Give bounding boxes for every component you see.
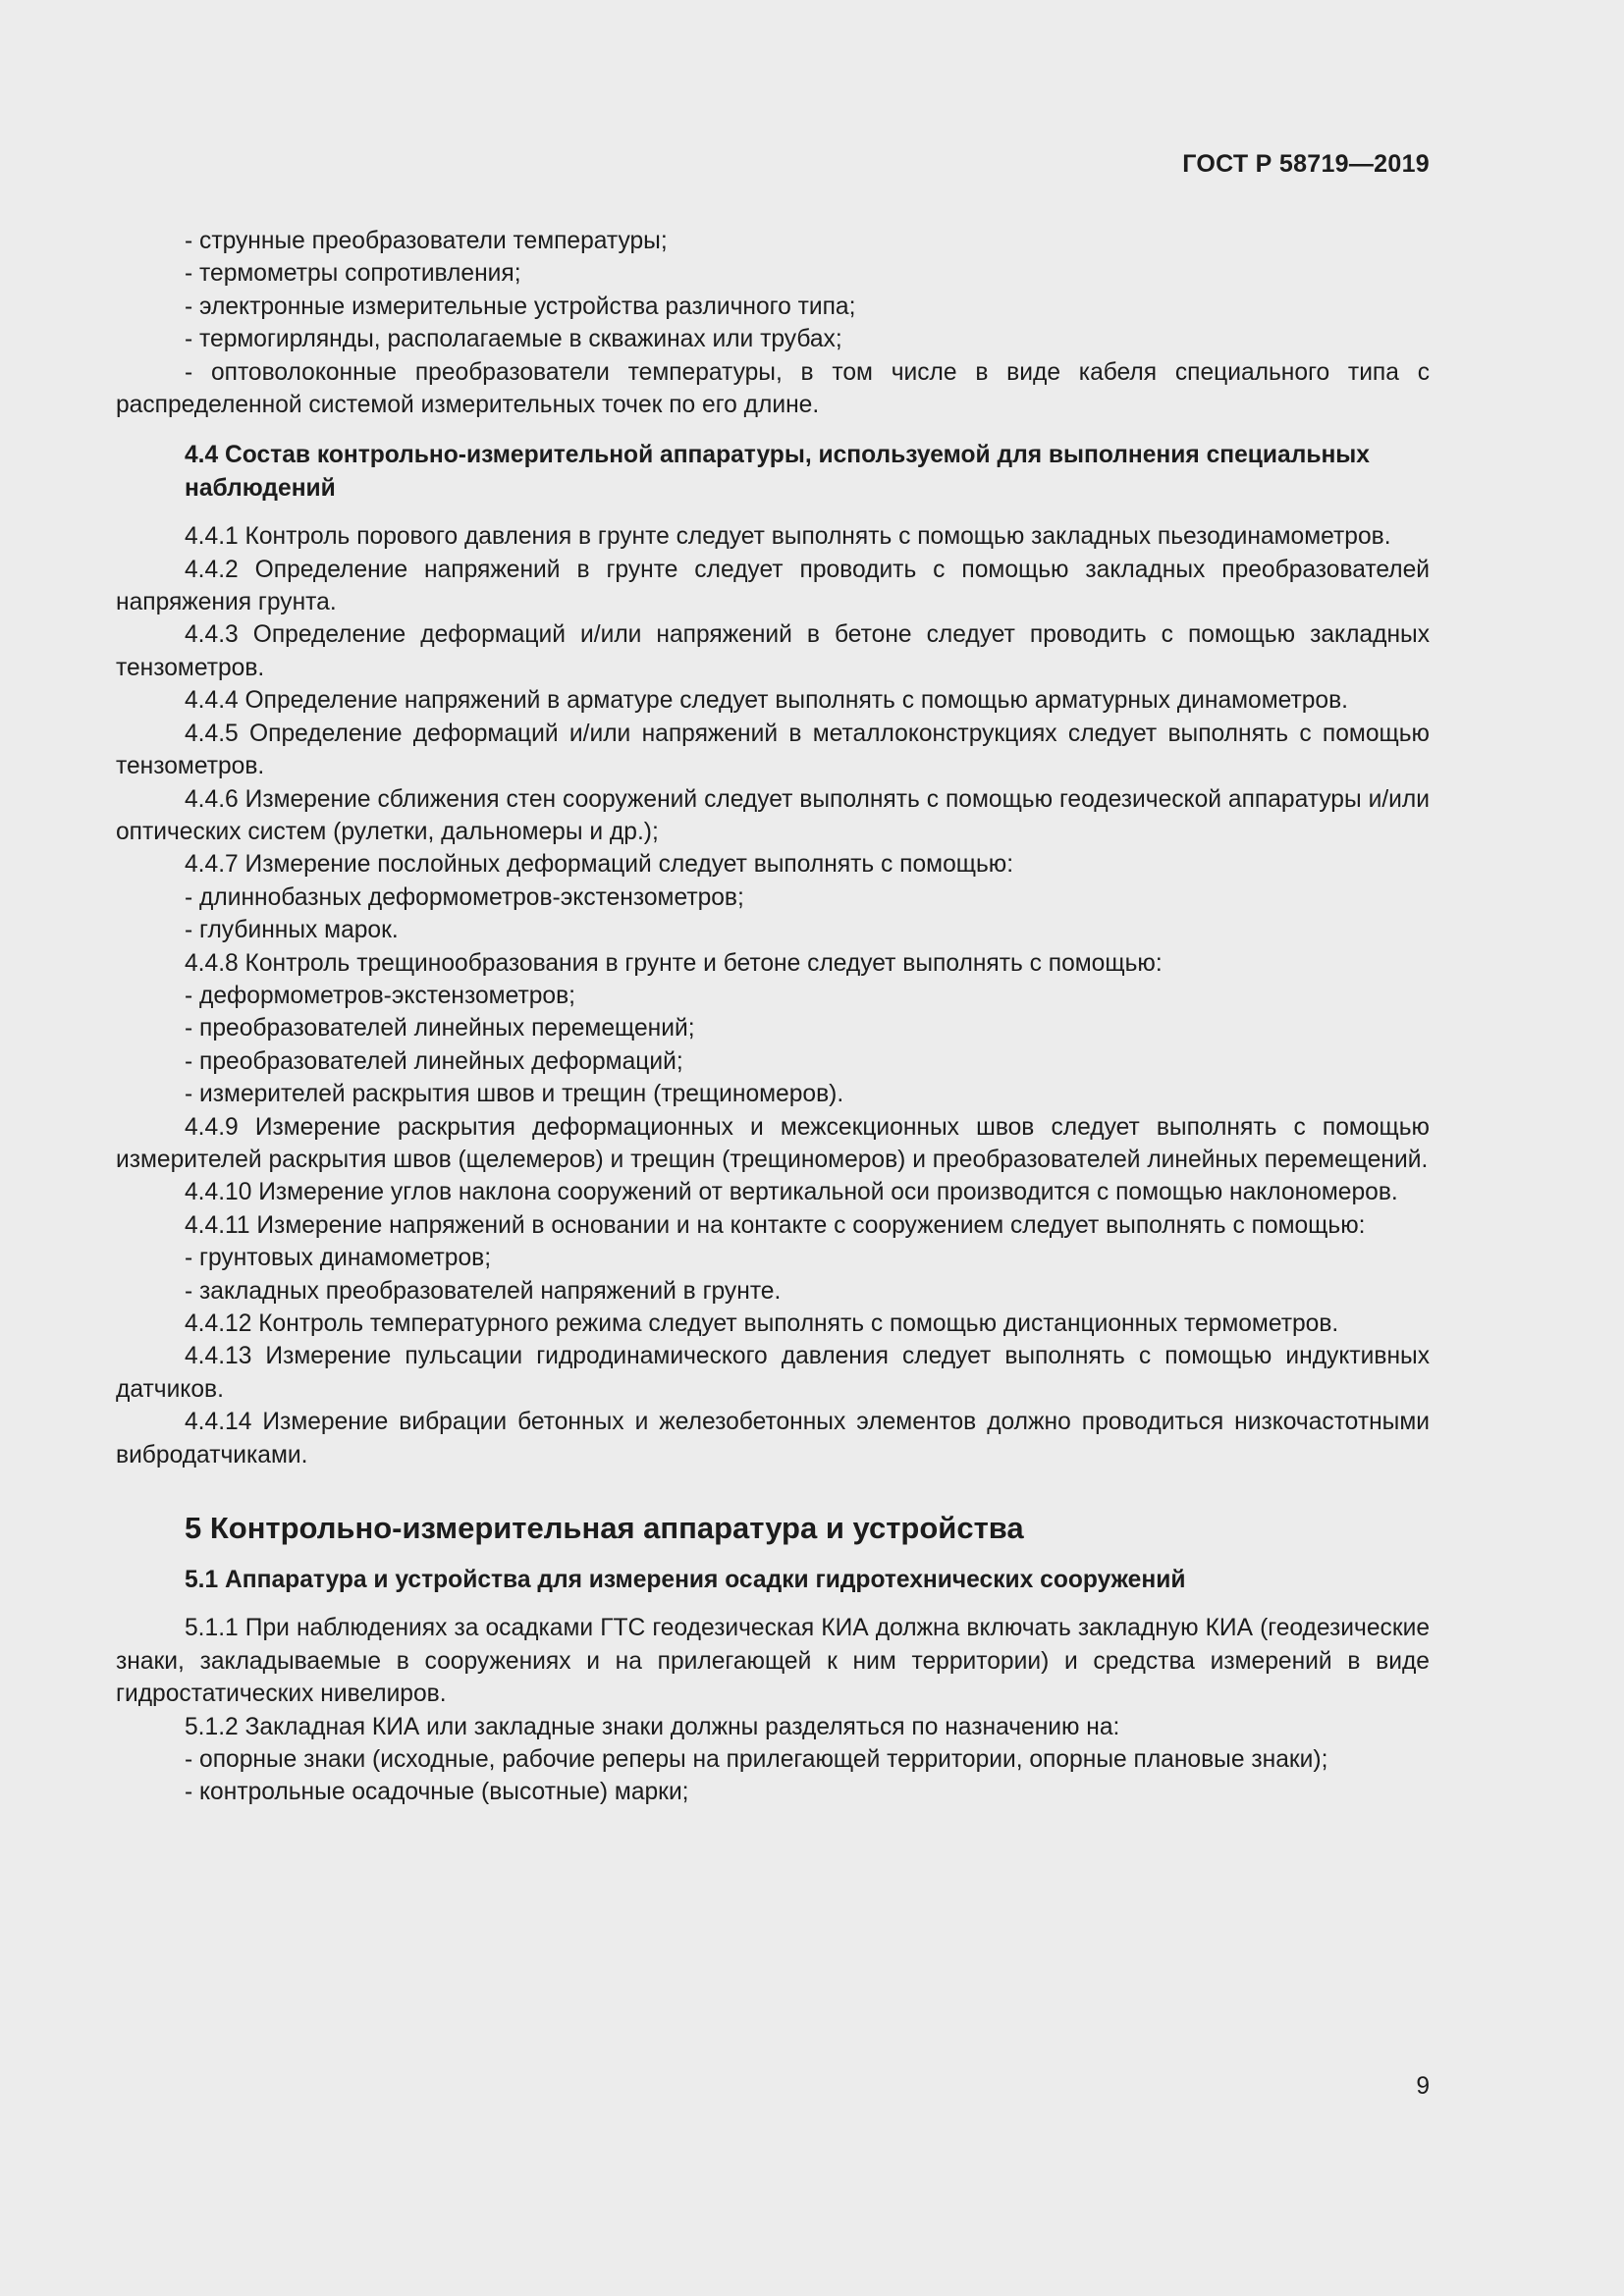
paragraph-4-4-10: 4.4.10 Измерение углов наклона сооружений от вертикальной оси производится с помощью наклономеров.: [185, 1179, 1398, 1206]
section-heading-5-1: 5.1 Аппаратура и устройства для измерения осадки гидротехнических сооружений: [185, 1567, 1186, 1594]
list-item: - оптоволоконные преобразователи температуры, в том числе в виде кабеля специального типа с распределенной системой измерительных точек по его длине.: [116, 358, 1430, 419]
list-item: - закладных преобразователей напряжений в грунте.: [185, 1277, 782, 1305]
list-item: - грунтовых динамометров;: [185, 1245, 492, 1272]
document-header: ГОСТ Р 58719—2019: [1182, 150, 1430, 178]
paragraph-4-4-8: 4.4.8 Контроль трещинообразования в грунте и бетоне следует выполнять с помощью:: [185, 949, 1163, 977]
list-item: - термометры сопротивления;: [185, 260, 521, 288]
paragraph-4-4-13: 4.4.13 Измерение пульсации гидродинамического давления следует выполнять с помощью индуктивных датчиков.: [116, 1343, 1430, 1403]
paragraph-4-4-2: 4.4.2 Определение напряжений в грунте следует проводить с помощью закладных преобразователей напряжения грунта.: [116, 556, 1430, 616]
list-item: - термогирлянды, располагаемые в скважинах или трубах;: [185, 326, 842, 353]
list-item: - контрольные осадочные (высотные) марки;: [185, 1779, 689, 1806]
list-item: - струнные преобразователи температуры;: [185, 228, 668, 254]
section-heading-4-4: 4.4 Состав контрольно-измерительной аппаратуры, используемой для выполнения специальных наблюдений: [185, 442, 1370, 502]
list-item: - опорные знаки (исходные, рабочие реперы на прилегающей территории, опорные плановые знаки);: [185, 1746, 1328, 1774]
list-item: - измерителей раскрытия швов и трещин (трещиномеров).: [185, 1081, 844, 1108]
document-body: [116, 225, 1430, 1809]
page-number: 9: [1416, 2073, 1430, 2100]
list-item: - глубинных марок.: [185, 917, 399, 944]
list-item: - электронные измерительные устройства различного типа;: [185, 293, 856, 320]
paragraph-4-4-5: 4.4.5 Определение деформаций и/или напряжений в металлоконструкциях следует выполнять с помощью тензометров.: [116, 720, 1430, 780]
list-item: - деформометров-экстензометров;: [185, 982, 575, 1009]
paragraph-4-4-7: 4.4.7 Измерение послойных деформаций следует выполнять с помощью:: [185, 851, 1014, 879]
paragraph-5-1-2: 5.1.2 Закладная КИА или закладные знаки должны разделяться по назначению на:: [185, 1713, 1120, 1740]
list-item: - длиннобазных деформометров-экстензометров;: [185, 883, 744, 911]
paragraph-4-4-1: 4.4.1 Контроль порового давления в грунте следует выполнять с помощью закладных пьезодинамометров.: [185, 523, 1391, 551]
section-heading-5: 5 Контрольно-измерительная аппаратура и устройства: [185, 1511, 1024, 1546]
paragraph-4-4-4: 4.4.4 Определение напряжений в арматуре следует выполнять с помощью арматурных динамометров.: [185, 687, 1348, 715]
paragraph-5-1-1: 5.1.1 При наблюдениях за осадками ГТС геодезическая КИА должна включать закладную КИА (геодезические знаки, закладываемые в сооружениях и на прилегающей к ним территории) и средства измерений в виде гидростатических нивелиров.: [116, 1615, 1430, 1708]
paragraph-4-4-14: 4.4.14 Измерение вибрации бетонных и железобетонных элементов должно проводиться низкочастотными вибродатчиками.: [116, 1409, 1430, 1468]
paragraph-4-4-11: 4.4.11 Измерение напряжений в основании и на контакте с сооружением следует выполнять с помощью:: [185, 1211, 1366, 1239]
paragraph-4-4-6: 4.4.6 Измерение сближения стен сооружений следует выполнять с помощью геодезической аппаратуры и/или оптических систем (рулетки, дальномеры и др.);: [116, 785, 1430, 845]
list-item: - преобразователей линейных перемещений;: [185, 1015, 695, 1042]
paragraph-4-4-12: 4.4.12 Контроль температурного режима следует выполнять с помощью дистанционных термометров.: [185, 1310, 1339, 1337]
paragraph-4-4-9: 4.4.9 Измерение раскрытия деформационных и межсекционных швов следует выполнять с помощью измерителей раскрытия швов (щелемеров) и трещин (трещиномеров) и преобразователей линейных перемещений.: [116, 1113, 1430, 1173]
paragraph-4-4-3: 4.4.3 Определение деформаций и/или напряжений в бетоне следует проводить с помощью закладных тензометров.: [116, 621, 1430, 681]
list-item: - преобразователей линейных деформаций;: [185, 1047, 683, 1075]
